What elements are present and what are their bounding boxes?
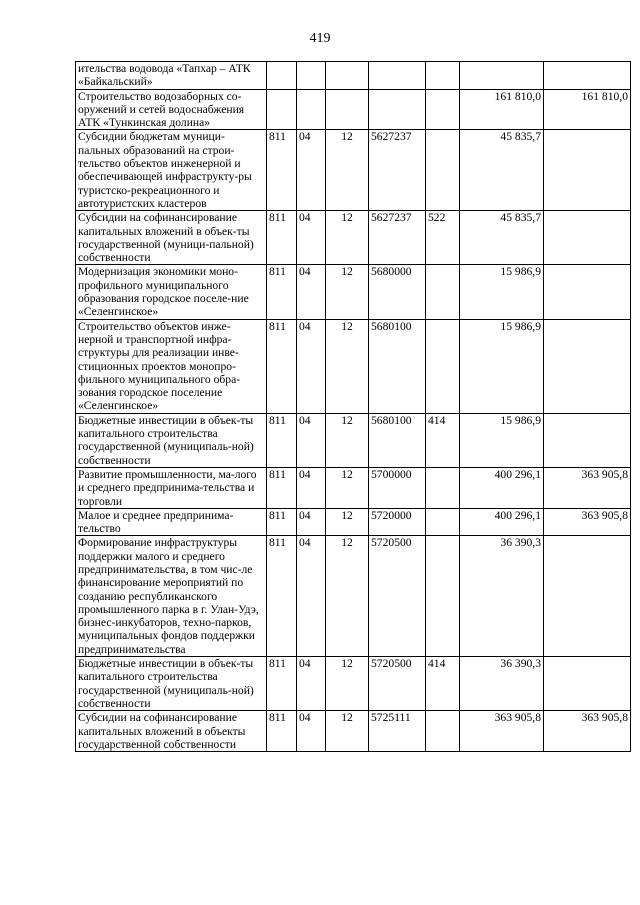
row-name-cell: ительства водовода «Тапхар – АТК «Байкальский»	[76, 62, 267, 90]
row-expense-type-cell	[426, 467, 460, 508]
row-grbs-cell: 811	[267, 711, 297, 752]
row-subsection-cell: 12	[326, 467, 369, 508]
row-name-cell: Бюджетные инвестиции в объек-ты капитального строительства государственной (муниципаль-ной) собственности	[76, 413, 267, 467]
row-name-cell: Формирование инфраструктуры поддержки малого и среднего предпринимательства, в том чис-ле финансирование мероприятий по созданию республиканского промышленного парка в г. Улан-Удэ, бизнес-инкубаторов, техно-парков, муниципальных фондов поддержки предпринимательства	[76, 536, 267, 657]
row-grbs-cell: 811	[267, 657, 297, 711]
row-sum-total-cell: 400 296,1	[460, 508, 544, 536]
row-sum-total-cell: 36 390,3	[460, 657, 544, 711]
row-sum-total-cell: 400 296,1	[460, 467, 544, 508]
row-sum-included-cell	[544, 413, 631, 467]
row-expense-type-cell	[426, 536, 460, 657]
row-section-cell	[297, 62, 326, 90]
row-subsection-cell: 12	[326, 536, 369, 657]
row-subsection-cell: 12	[326, 711, 369, 752]
row-subsection-cell: 12	[326, 319, 369, 413]
row-section-cell: 04	[297, 711, 326, 752]
row-name-cell: Субсидии бюджетам муници-пальных образований на строи-тельство объектов инженерной и обеспечивающей инфраструкту-ры туристско-рекреационного и автотуристских кластеров	[76, 130, 267, 211]
row-sum-total-cell: 15 986,9	[460, 413, 544, 467]
row-expense-type-cell	[426, 89, 460, 130]
row-sum-included-cell	[544, 130, 631, 211]
row-subsection-cell: 12	[326, 413, 369, 467]
table-row	[76, 657, 631, 711]
row-grbs-cell: 811	[267, 467, 297, 508]
budget-table	[75, 61, 631, 752]
row-name-cell: Бюджетные инвестиции в объек-ты капитального строительства государственной (муниципаль-ной) собственности	[76, 657, 267, 711]
row-subsection-cell: 12	[326, 508, 369, 536]
row-sum-total-cell: 15 986,9	[460, 265, 544, 319]
row-expense-type-cell	[426, 508, 460, 536]
row-grbs-cell: 811	[267, 508, 297, 536]
row-sum-included-cell: 363 905,8	[544, 711, 631, 752]
row-target-article-cell: 5720000	[369, 508, 426, 536]
row-subsection-cell	[326, 89, 369, 130]
table-row	[76, 211, 631, 265]
row-section-cell: 04	[297, 467, 326, 508]
row-sum-included-cell	[544, 319, 631, 413]
row-sum-included-cell	[544, 536, 631, 657]
row-expense-type-cell: 522	[426, 211, 460, 265]
table-row	[76, 508, 631, 536]
row-expense-type-cell	[426, 265, 460, 319]
row-target-article-cell: 5627237	[369, 211, 426, 265]
row-name-cell: Малое и среднее предпринима-тельство	[76, 508, 267, 536]
row-sum-included-cell	[544, 211, 631, 265]
table-row	[76, 319, 631, 413]
row-expense-type-cell	[426, 711, 460, 752]
row-grbs-cell: 811	[267, 130, 297, 211]
table-row	[76, 265, 631, 319]
row-section-cell: 04	[297, 211, 326, 265]
row-target-article-cell: 5680000	[369, 265, 426, 319]
row-subsection-cell: 12	[326, 265, 369, 319]
row-expense-type-cell	[426, 130, 460, 211]
row-sum-included-cell	[544, 657, 631, 711]
row-grbs-cell: 811	[267, 536, 297, 657]
row-section-cell: 04	[297, 536, 326, 657]
row-target-article-cell: 5680100	[369, 413, 426, 467]
row-grbs-cell: 811	[267, 413, 297, 467]
table-row	[76, 89, 631, 130]
row-sum-total-cell: 45 835,7	[460, 211, 544, 265]
row-expense-type-cell	[426, 319, 460, 413]
row-subsection-cell	[326, 62, 369, 90]
row-target-article-cell: 5720500	[369, 536, 426, 657]
row-target-article-cell: 5725111	[369, 711, 426, 752]
row-section-cell: 04	[297, 319, 326, 413]
row-sum-total-cell: 15 986,9	[460, 319, 544, 413]
row-sum-total-cell	[460, 62, 544, 90]
row-target-article-cell: 5720500	[369, 657, 426, 711]
row-expense-type-cell: 414	[426, 657, 460, 711]
row-name-cell: Модернизация экономики моно-профильного муниципального образования городское поселе-ние «Селенгинское»	[76, 265, 267, 319]
row-grbs-cell	[267, 62, 297, 90]
row-sum-included-cell: 161 810,0	[544, 89, 631, 130]
row-expense-type-cell: 414	[426, 413, 460, 467]
row-grbs-cell: 811	[267, 211, 297, 265]
row-sum-total-cell: 45 835,7	[460, 130, 544, 211]
row-name-cell: Субсидии на софинансирование капитальных вложений в объекты государственной собственности	[76, 711, 267, 752]
row-name-cell: Строительство объектов инже-нерной и транспортной инфра-структуры для реализации инве-стиционных проектов монопро-фильного муниципального обра-зования городское поселение «Селенгинское»	[76, 319, 267, 413]
row-grbs-cell	[267, 89, 297, 130]
row-grbs-cell: 811	[267, 319, 297, 413]
table-row	[76, 711, 631, 752]
row-expense-type-cell	[426, 62, 460, 90]
row-sum-total-cell: 36 390,3	[460, 536, 544, 657]
row-section-cell: 04	[297, 508, 326, 536]
row-target-article-cell: 5700000	[369, 467, 426, 508]
row-grbs-cell: 811	[267, 265, 297, 319]
row-sum-included-cell: 363 905,8	[544, 467, 631, 508]
row-name-cell: Развитие промышленности, ма-лого и среднего предпринима-тельства и торговли	[76, 467, 267, 508]
row-section-cell: 04	[297, 265, 326, 319]
table-row	[76, 130, 631, 211]
row-target-article-cell	[369, 89, 426, 130]
table-row	[76, 467, 631, 508]
row-section-cell	[297, 89, 326, 130]
row-sum-total-cell: 363 905,8	[460, 711, 544, 752]
row-sum-total-cell: 161 810,0	[460, 89, 544, 130]
row-sum-included-cell: 363 905,8	[544, 508, 631, 536]
row-section-cell: 04	[297, 130, 326, 211]
row-target-article-cell	[369, 62, 426, 90]
row-sum-included-cell	[544, 62, 631, 90]
page-number: 419	[309, 31, 331, 46]
table-row	[76, 62, 631, 90]
table-row	[76, 413, 631, 467]
row-target-article-cell: 5680100	[369, 319, 426, 413]
row-name-cell: Строительство водозаборных со-оружений и сетей водоснабжения АТК «Тункинская долина»	[76, 89, 267, 130]
row-target-article-cell: 5627237	[369, 130, 426, 211]
row-subsection-cell: 12	[326, 211, 369, 265]
row-sum-included-cell	[544, 265, 631, 319]
row-name-cell: Субсидии на софинансирование капитальных вложений в объек-ты государственной (муници-пальной) собственности	[76, 211, 267, 265]
row-subsection-cell: 12	[326, 130, 369, 211]
budget-table-body	[76, 62, 631, 752]
row-section-cell: 04	[297, 413, 326, 467]
table-row	[76, 536, 631, 657]
row-section-cell: 04	[297, 657, 326, 711]
row-subsection-cell: 12	[326, 657, 369, 711]
